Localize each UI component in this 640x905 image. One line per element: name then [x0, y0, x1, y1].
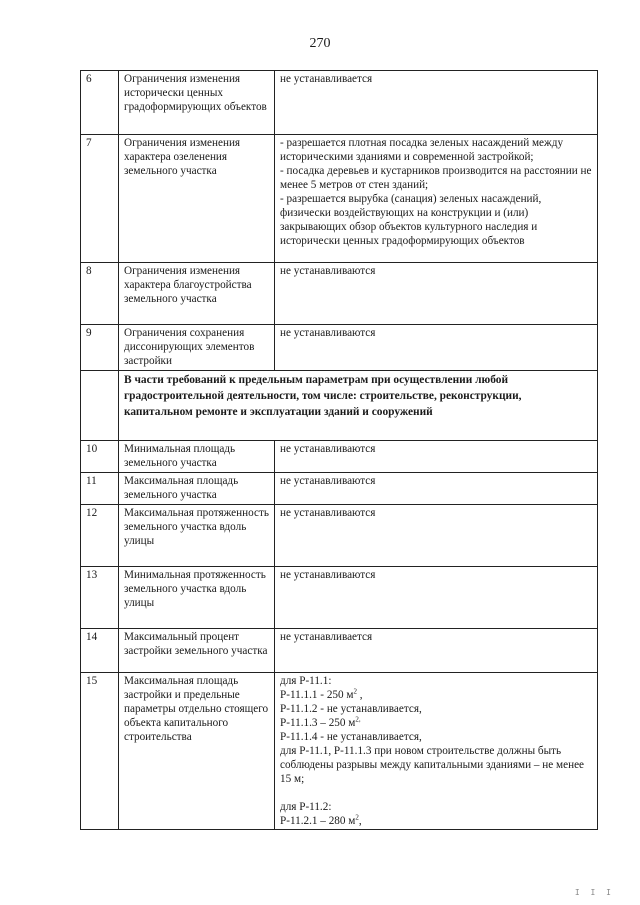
row-parameter: Максимальная площадь земельного участка [119, 473, 275, 505]
footer-mark: I I I [574, 888, 614, 897]
table-row-15-body [81, 673, 598, 830]
section-num-cell [81, 371, 119, 441]
value-line [280, 814, 593, 828]
row-parameter: Ограничения сохранения диссонирующих элементов застройки [119, 325, 275, 371]
row-number: 9 [81, 325, 119, 371]
table-row [81, 325, 598, 371]
table-body-top [81, 71, 598, 371]
value-line [280, 716, 593, 730]
value-text: Р-11.1.1 - 250 м [280, 689, 354, 701]
row-number: 13 [81, 567, 119, 629]
value-text: Р-11.1.3 – 250 м [280, 717, 356, 729]
row-number: 8 [81, 263, 119, 325]
value-text: Р-11.2.1 – 280 м [280, 815, 356, 827]
row-value: не устанавливаются [275, 325, 598, 371]
table-row [81, 505, 598, 567]
requirements-table [80, 70, 598, 830]
superscript: 2, [355, 715, 361, 724]
value-line: для Р-11.1: [280, 675, 332, 687]
value-text: , [358, 815, 362, 827]
row-number: 15 [81, 673, 119, 830]
row-value: не устанавливаются [275, 473, 598, 505]
value-line: Р-11.1.2 - не устанавливается, [280, 703, 422, 715]
row-value: не устанавливаются [275, 505, 598, 567]
table-row [81, 567, 598, 629]
section-row [81, 371, 598, 441]
row-parameter: Ограничения изменения характера благоустройства земельного участка [119, 263, 275, 325]
row-value: не устанавливаются [275, 567, 598, 629]
page-number: 270 [309, 36, 331, 51]
value-line [280, 688, 593, 702]
value-line: для Р-11.1, Р-11.1.3 при новом строительстве должны быть соблюдены разрывы между капитальными зданиями – не менее 15 м; [280, 745, 585, 785]
row-value [275, 673, 598, 830]
table-row [81, 629, 598, 673]
section-heading: В части требований к предельным параметрам при осуществлении любой градостроительной деятельности, том числе: строительстве, реконструкции, капитальном ремонте и эксплуатации зданий и сооружений [119, 371, 598, 441]
row-parameter: Максимальный процент застройки земельного участка [119, 629, 275, 673]
table-row [81, 473, 598, 505]
row-value: не устанавливается [275, 629, 598, 673]
table-row [81, 135, 598, 263]
superscript: 2 [353, 687, 357, 696]
row-value: - разрешается плотная посадка зеленых насаждений между историческими зданиями и современной застройкой; - посадка деревьев и кустарников производится на расстоянии не менее 5 метров от стен зданий; - разрешается вырубка (санация) зеленых насаждений, физически воздействующих на конструкции и (или) закрывающих обзор объектов культурного наследия и исторически ценных градоформирующих объектов [275, 135, 598, 263]
value-line: Р-11.1.4 - не устанавливается, [280, 731, 422, 743]
value-line: для Р-11.2: [280, 801, 332, 813]
row-number: 10 [81, 441, 119, 473]
row-parameter: Максимальная площадь застройки и предельные параметры отдельно стоящего объекта капитального строительства [119, 673, 275, 830]
row-parameter: Максимальная протяженность земельного участка вдоль улицы [119, 505, 275, 567]
row-number: 11 [81, 473, 119, 505]
row-number: 12 [81, 505, 119, 567]
table-section [81, 371, 598, 441]
row-parameter: Ограничения изменения характера озеленения земельного участка [119, 135, 275, 263]
row-value: не устанавливаются [275, 263, 598, 325]
row-value: не устанавливается [275, 71, 598, 135]
row-parameter: Минимальная протяженность земельного участка вдоль улицы [119, 567, 275, 629]
row-number: 7 [81, 135, 119, 263]
row-number: 6 [81, 71, 119, 135]
table-row [81, 673, 598, 830]
row-parameter: Ограничения изменения исторически ценных градоформирующих объектов [119, 71, 275, 135]
value-text: , [356, 689, 363, 701]
table-row [81, 441, 598, 473]
row-parameter: Минимальная площадь земельного участка [119, 441, 275, 473]
value-line-blank [280, 786, 593, 800]
table-row [81, 263, 598, 325]
superscript: 2 [355, 813, 359, 822]
row-value: не устанавливаются [275, 441, 598, 473]
row-number: 14 [81, 629, 119, 673]
table-body-bottom [81, 441, 598, 673]
table-row [81, 71, 598, 135]
